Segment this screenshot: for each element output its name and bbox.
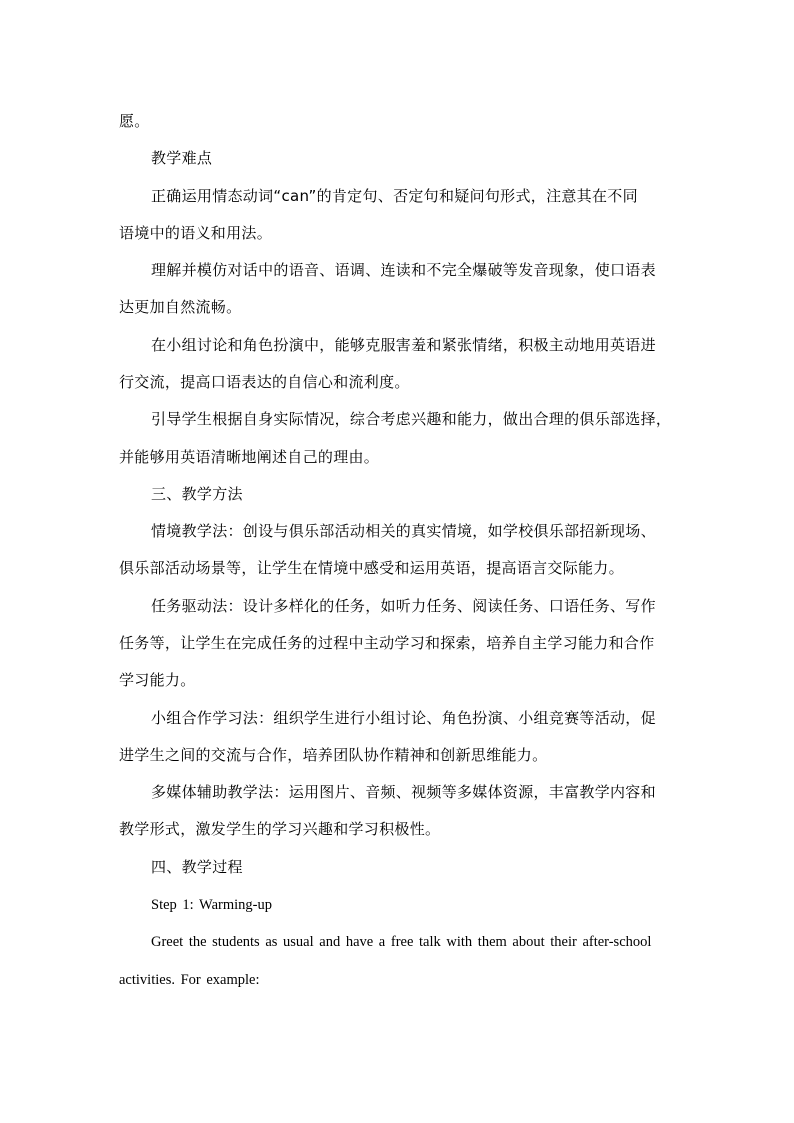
paragraph-line: 并能够用英语清晰地阐述自己的理由。 [119, 448, 380, 466]
paragraph-line: 正确运用情态动词“can”的肯定句、否定句和疑问句形式，注意其在不同 [151, 187, 638, 205]
section-heading-methods: 三、教学方法 [151, 485, 243, 503]
paragraph-line: 俱乐部活动场景等，让学生在情境中感受和运用英语，提高语言交际能力。 [119, 559, 624, 577]
paragraph-line: 任务等，让学生在完成任务的过程中主动学习和探索，培养自主学习能力和合作 [119, 634, 655, 652]
paragraph-line: 行交流，提高口语表达的自信心和流利度。 [119, 373, 410, 391]
paragraph-line: 任务驱动法：设计多样化的任务，如听力任务、阅读任务、口语任务、写作 [151, 597, 656, 615]
section-heading-difficulties: 教学难点 [151, 149, 213, 167]
paragraph-line: 学习能力。 [119, 671, 196, 689]
paragraph-continuation: 愿。 [119, 112, 150, 130]
section-heading-process: 四、教学过程 [151, 858, 243, 876]
paragraph-line-english: activities. For example: [119, 972, 260, 988]
paragraph-line-english: Greet the students as usual and have a free talk with them about their after-school [151, 934, 652, 950]
paragraph-line: 理解并模仿对话中的语音、语调、连读和不完全爆破等发音现象，使口语表 [151, 261, 656, 279]
step-heading: Step 1: Warming-up [151, 897, 272, 913]
paragraph-line: 语境中的语义和用法。 [119, 224, 273, 242]
paragraph-line: 小组合作学习法：组织学生进行小组讨论、角色扮演、小组竞赛等活动，促 [151, 709, 656, 727]
paragraph-line: 在小组讨论和角色扮演中，能够克服害羞和紧张情绪，积极主动地用英语进 [151, 336, 656, 354]
paragraph-line: 进学生之间的交流与合作，培养团队协作精神和创新思维能力。 [119, 746, 548, 764]
paragraph-line: 教学形式，激发学生的学习兴趣和学习积极性。 [119, 820, 441, 838]
paragraph-line: 情境教学法：创设与俱乐部活动相关的真实情境，如学校俱乐部招新现场、 [151, 522, 656, 540]
paragraph-line: 达更加自然流畅。 [119, 298, 242, 316]
paragraph-line: 引导学生根据自身实际情况，综合考虑兴趣和能力，做出合理的俱乐部选择， [151, 410, 672, 428]
paragraph-line: 多媒体辅助教学法：运用图片、音频、视频等多媒体资源，丰富教学内容和 [151, 783, 656, 801]
